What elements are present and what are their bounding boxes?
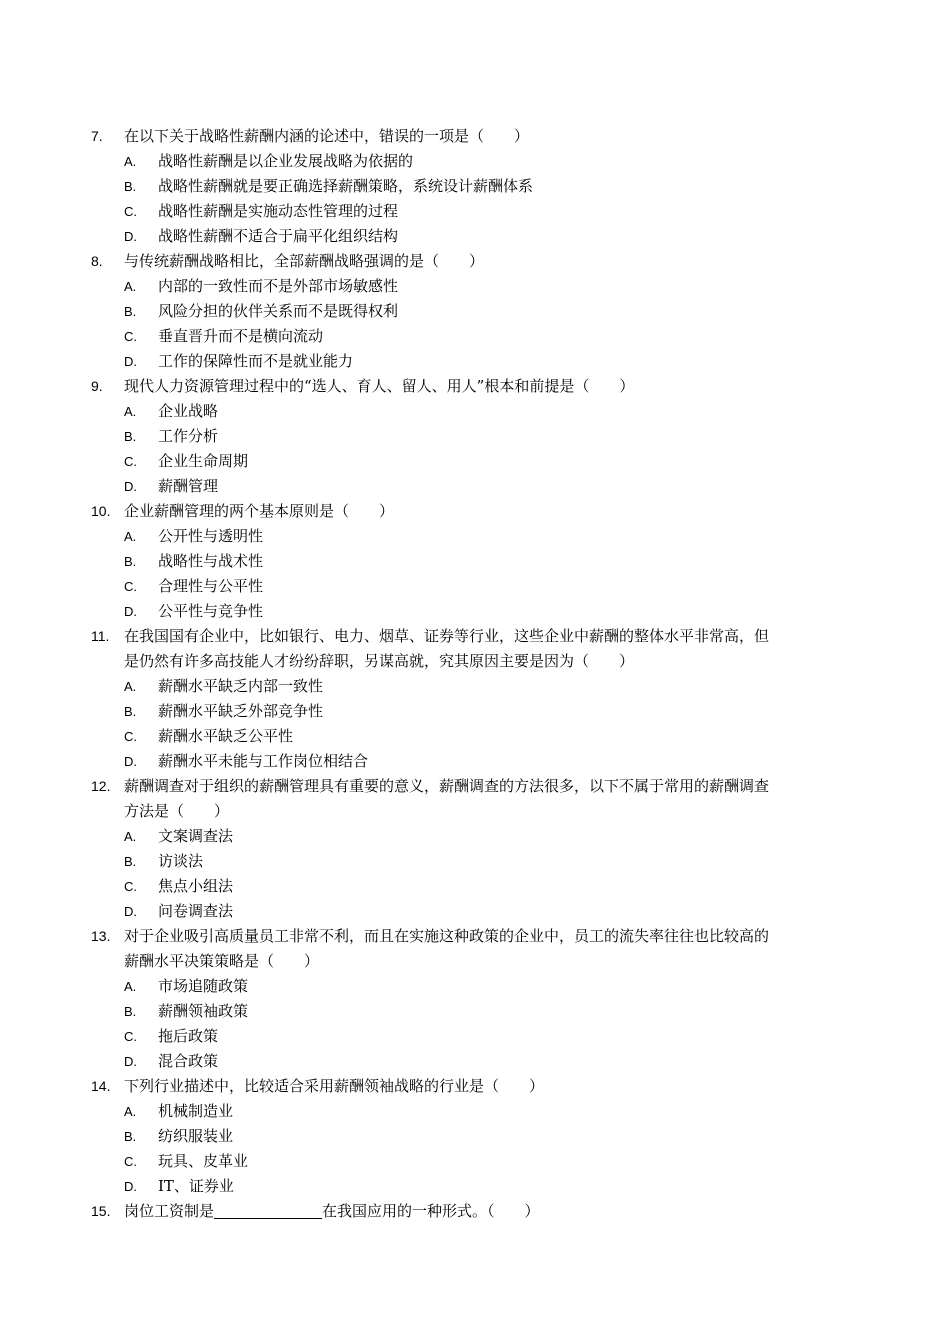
option-letter: D.: [124, 1179, 137, 1194]
answer-option: [0, 899, 950, 924]
fill-in-blank: [214, 1202, 322, 1219]
question-item: [0, 499, 950, 624]
question-item: [0, 1199, 950, 1224]
option-text: IT、证券业: [158, 1177, 234, 1195]
option-letter: C.: [124, 579, 137, 594]
option-letter: A.: [124, 529, 137, 544]
answer-option: [0, 574, 950, 599]
exam-document: [0, 124, 950, 1224]
option-letter: B.: [124, 704, 137, 719]
option-letter: D.: [124, 229, 137, 244]
question-text: 在以下关于战略性薪酬内涵的论述中，错误的一项是（ ）: [124, 127, 530, 145]
question-text-after: 在我国应用的一种形式。（ ）: [322, 1202, 540, 1220]
answer-option: [0, 149, 950, 174]
question-item: [0, 374, 950, 499]
answer-option: [0, 874, 950, 899]
option-text: 薪酬水平未能与工作岗位相结合: [158, 752, 369, 770]
answer-option: [0, 749, 950, 774]
answer-option: [0, 1174, 950, 1199]
option-text: 垂直晋升而不是横向流动: [158, 327, 324, 345]
option-letter: A.: [124, 154, 137, 169]
option-text: 薪酬水平缺乏内部一致性: [158, 677, 324, 695]
question-number: 12.: [91, 778, 111, 794]
option-letter: A.: [124, 404, 137, 419]
option-letter: D.: [124, 354, 137, 369]
option-text: 战略性薪酬是实施动态性管理的过程: [158, 202, 399, 220]
question-number: 8.: [91, 253, 103, 269]
question-text: 方法是（ ）: [124, 802, 230, 820]
question-number: 7.: [91, 128, 103, 144]
answer-option: [0, 224, 950, 249]
question-number: 11.: [91, 628, 110, 644]
option-letter: A.: [124, 829, 137, 844]
question-text: [124, 1199, 864, 1224]
question-text: 薪酬水平决策策略是（ ）: [124, 952, 320, 970]
option-letter: C.: [124, 329, 137, 344]
answer-option: [0, 199, 950, 224]
option-letter: B.: [124, 854, 137, 869]
question-text: 企业薪酬管理的两个基本原则是（ ）: [124, 502, 395, 520]
option-text: 纺织服装业: [158, 1127, 234, 1145]
option-text: 工作的保障性而不是就业能力: [158, 352, 354, 370]
question-item: [0, 124, 950, 249]
answer-option: [0, 174, 950, 199]
answer-option: [0, 849, 950, 874]
option-letter: D.: [124, 904, 137, 919]
answer-option: [0, 1149, 950, 1174]
option-text: 访谈法: [158, 852, 204, 870]
question-number: 10.: [91, 503, 111, 519]
question-line: [0, 499, 950, 524]
question-line: [0, 624, 950, 649]
option-text: 薪酬水平缺乏公平性: [158, 727, 294, 745]
option-text: 战略性与战术性: [158, 552, 264, 570]
option-text: 企业战略: [158, 402, 219, 420]
option-text: 焦点小组法: [158, 877, 234, 895]
question-line: [0, 1199, 950, 1224]
option-letter: A.: [124, 979, 137, 994]
answer-option: [0, 724, 950, 749]
option-letter: C.: [124, 729, 137, 744]
option-text: 问卷调查法: [158, 902, 234, 920]
question-text: 是仍然有许多高技能人才纷纷辞职，另谋高就，究其原因主要是因为（ ）: [124, 652, 635, 670]
option-text: 工作分析: [158, 427, 219, 445]
answer-option: [0, 299, 950, 324]
question-text: 下列行业描述中，比较适合采用薪酬领袖战略的行业是（ ）: [124, 1077, 545, 1095]
answer-option: [0, 1049, 950, 1074]
option-letter: C.: [124, 879, 137, 894]
question-line: [0, 1074, 950, 1099]
question-item: [0, 1074, 950, 1199]
option-letter: B.: [124, 304, 137, 319]
option-letter: B.: [124, 1004, 137, 1019]
answer-option: [0, 699, 950, 724]
question-text-before: 岗位工资制是: [124, 1202, 215, 1220]
question-text: 对于企业吸引高质量员工非常不利，而且在实施这种政策的企业中，员工的流失率往往也比较高的: [124, 927, 770, 945]
option-text: 薪酬水平缺乏外部竞争性: [158, 702, 324, 720]
option-text: 风险分担的伙伴关系而不是既得权利: [158, 302, 399, 320]
option-text: 合理性与公平性: [158, 577, 264, 595]
option-text: 拖后政策: [158, 1027, 219, 1045]
answer-option: [0, 974, 950, 999]
option-letter: C.: [124, 204, 137, 219]
option-letter: A.: [124, 679, 137, 694]
answer-option: [0, 474, 950, 499]
question-number: 15.: [91, 1203, 111, 1219]
answer-option: [0, 824, 950, 849]
answer-option: [0, 399, 950, 424]
question-item: [0, 624, 950, 774]
option-text: 混合政策: [158, 1052, 219, 1070]
question-line: [0, 374, 950, 399]
answer-option: [0, 274, 950, 299]
option-text: 玩具、皮革业: [158, 1152, 249, 1170]
option-letter: C.: [124, 454, 137, 469]
question-number: 13.: [91, 928, 111, 944]
question-text: 与传统薪酬战略相比，全部薪酬战略强调的是（ ）: [124, 252, 485, 270]
option-letter: B.: [124, 429, 137, 444]
option-letter: A.: [124, 279, 137, 294]
option-text: 企业生命周期: [158, 452, 249, 470]
question-line: [0, 924, 950, 949]
answer-option: [0, 1024, 950, 1049]
question-line: [0, 799, 950, 824]
answer-option: [0, 1124, 950, 1149]
option-text: 公平性与竞争性: [158, 602, 264, 620]
option-letter: B.: [124, 554, 137, 569]
option-text: 公开性与透明性: [158, 527, 264, 545]
question-line: [0, 774, 950, 799]
answer-option: [0, 1099, 950, 1124]
question-number: 14.: [91, 1078, 111, 1094]
option-letter: C.: [124, 1029, 137, 1044]
option-text: 市场追随政策: [158, 977, 249, 995]
answer-option: [0, 674, 950, 699]
option-letter: B.: [124, 179, 137, 194]
option-letter: D.: [124, 604, 137, 619]
question-line: [0, 249, 950, 274]
option-text: 薪酬管理: [158, 477, 219, 495]
option-text: 内部的一致性而不是外部市场敏感性: [158, 277, 399, 295]
answer-option: [0, 324, 950, 349]
option-letter: D.: [124, 754, 137, 769]
question-item: [0, 774, 950, 924]
question-number: 9.: [91, 378, 103, 394]
answer-option: [0, 449, 950, 474]
answer-option: [0, 424, 950, 449]
answer-option: [0, 549, 950, 574]
option-letter: B.: [124, 1129, 137, 1144]
answer-option: [0, 999, 950, 1024]
answer-option: [0, 349, 950, 374]
question-line: [0, 649, 950, 674]
option-text: 战略性薪酬就是要正确选择薪酬策略，系统设计薪酬体系: [158, 177, 534, 195]
option-letter: D.: [124, 1054, 137, 1069]
question-text: 薪酬调查对于组织的薪酬管理具有重要的意义，薪酬调查的方法很多，以下不属于常用的薪酬调查: [124, 777, 770, 795]
question-text: 现代人力资源管理过程中的“选人、育人、留人、用人”根本和前提是（ ）: [124, 377, 635, 395]
question-line: [0, 124, 950, 149]
option-text: 战略性薪酬不适合于扁平化组织结构: [158, 227, 399, 245]
answer-option: [0, 524, 950, 549]
option-letter: D.: [124, 479, 137, 494]
option-text: 薪酬领袖政策: [158, 1002, 249, 1020]
question-item: [0, 924, 950, 1074]
answer-option: [0, 599, 950, 624]
option-letter: C.: [124, 1154, 137, 1169]
question-item: [0, 249, 950, 374]
option-letter: A.: [124, 1104, 137, 1119]
question-text: 在我国国有企业中，比如银行、电力、烟草、证券等行业，这些企业中薪酬的整体水平非常高，但: [124, 627, 770, 645]
option-text: 文案调查法: [158, 827, 234, 845]
question-line: [0, 949, 950, 974]
option-text: 机械制造业: [158, 1102, 234, 1120]
option-text: 战略性薪酬是以企业发展战略为依据的: [158, 152, 414, 170]
